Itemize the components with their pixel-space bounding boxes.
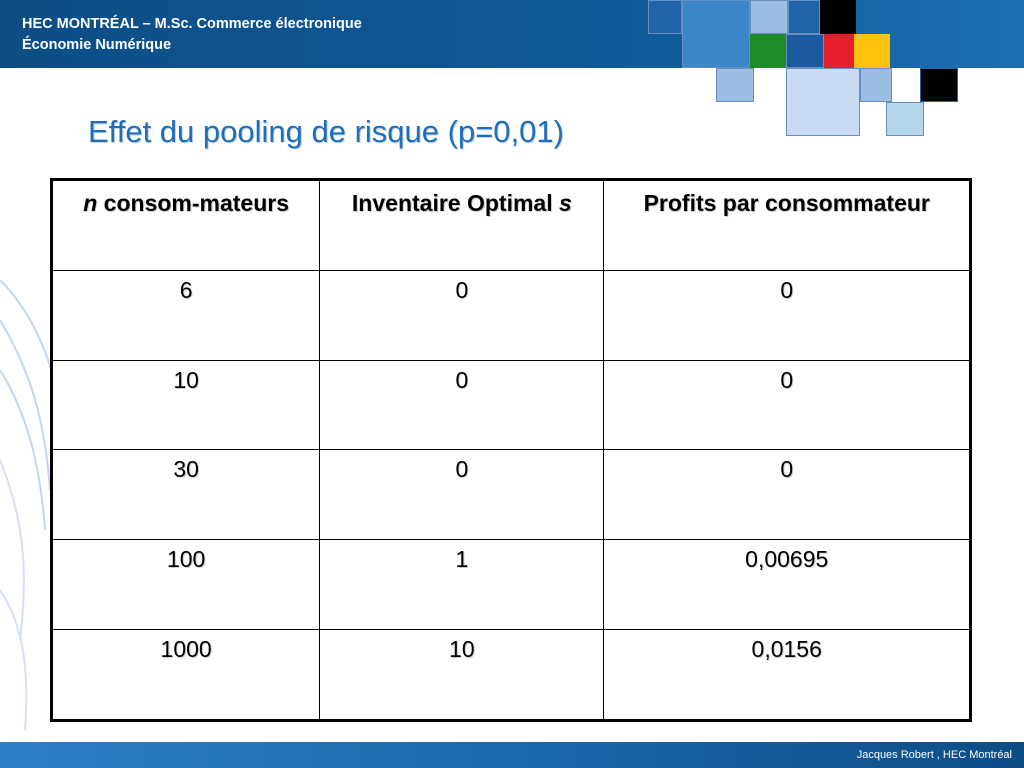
- cell-inventory: 0: [320, 450, 604, 540]
- cell-profit: 0,00695: [604, 540, 971, 630]
- cell-profit: 0: [604, 450, 971, 540]
- table-header-row: [52, 180, 971, 271]
- table-row: [52, 270, 971, 360]
- cell-consumers: 10: [52, 360, 320, 450]
- cell-profit: 0: [604, 360, 971, 450]
- cell-inventory: 0: [320, 270, 604, 360]
- column-header-consumers: n consom-mateurs: [52, 180, 320, 271]
- cell-inventory: 0: [320, 360, 604, 450]
- cell-profit: 0: [604, 270, 971, 360]
- cell-profit: 0,0156: [604, 630, 971, 721]
- column-header-profits: Profits par consommateur: [604, 180, 971, 271]
- slide-title: Effet du pooling de risque (p=0,01): [88, 114, 564, 149]
- table-row: [52, 630, 971, 721]
- header-subject: Économie Numérique: [22, 37, 172, 53]
- footer-credit: Jacques Robert , HEC Montréal: [856, 749, 1012, 761]
- table-row: [52, 360, 971, 450]
- table-row: [52, 540, 971, 630]
- footer-band: [0, 742, 1024, 768]
- cell-inventory: 10: [320, 630, 604, 721]
- cell-inventory: 1: [320, 540, 604, 630]
- cell-consumers: 1000: [52, 630, 320, 721]
- column-header-inventory: Inventaire Optimal s: [320, 180, 604, 271]
- header-course-title: HEC MONTRÉAL – M.Sc. Commerce électronique: [22, 16, 362, 32]
- table-row: [52, 450, 971, 540]
- cell-consumers: 6: [52, 270, 320, 360]
- cell-consumers: 100: [52, 540, 320, 630]
- cell-consumers: 30: [52, 450, 320, 540]
- pooling-results-table: [50, 178, 972, 722]
